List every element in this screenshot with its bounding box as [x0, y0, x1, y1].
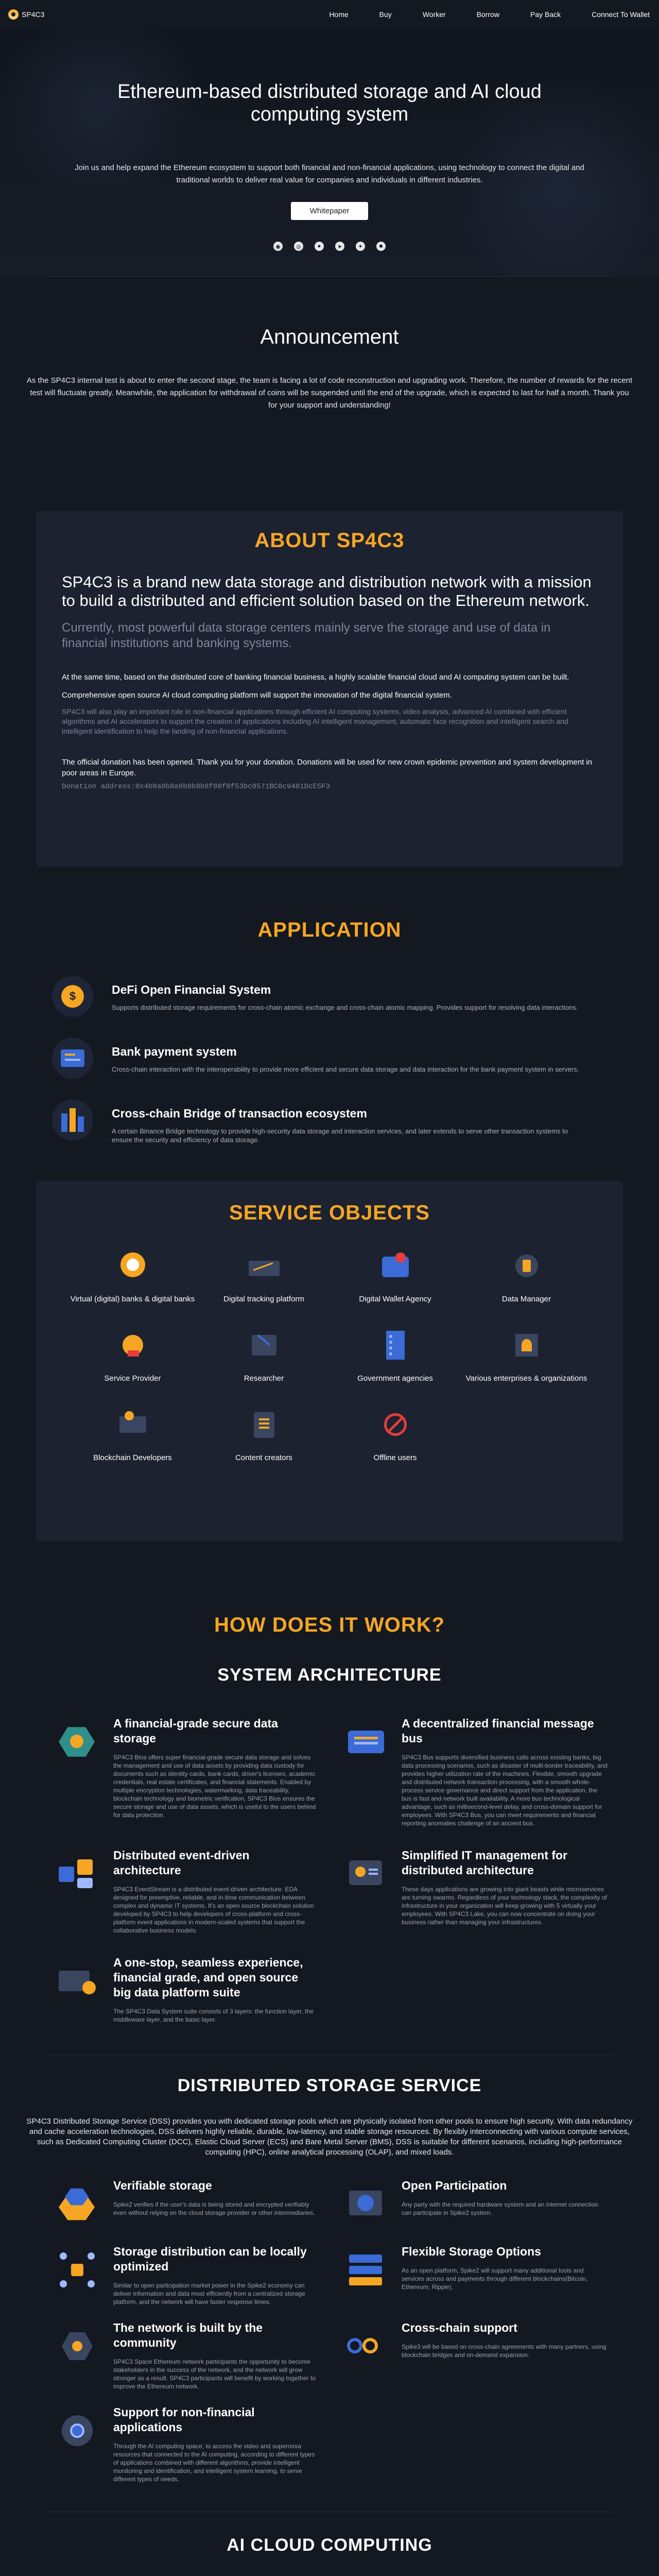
- service-object-label: Digital tracking platform: [223, 1295, 304, 1303]
- application-item-desc: Cross-chain interaction with the interoperability to provide more efficient and secure data storage and data interaction for the bank payment system in servers.: [112, 1065, 579, 1073]
- flexible-options-icon: [340, 2244, 391, 2296]
- verifiable-storage-icon: [51, 2178, 103, 2230]
- storage-feature: [51, 2178, 319, 2230]
- architecture-item-desc: SP4C3 Bus supports diversified business calls across existing banks, big data processing scenarios, such as disaster of multi-border traceability, and provides higher utilization rate of the machines. Flexible, smooth upgrade and distributed network transaction processing, with a smooth whole-process service governance and direct support from the application, the bus is fast and network built availability. A more bus technological advantage, such as millisecond-level delay, and cross-domain support for employees. With SP4C3 Bus, you can meet requirements and financial reporting anomalies challenge of an ancient bus.: [402, 1754, 608, 1827]
- architecture-item-title: Simplified IT management for distributed architecture: [402, 1849, 568, 1877]
- service-provider-icon: [112, 1325, 153, 1366]
- announcement-section: [0, 277, 659, 483]
- defi-coin-icon: $: [49, 973, 96, 1020]
- service-object-label: Government agencies: [357, 1374, 433, 1383]
- discord-icon[interactable]: ◎: [294, 242, 303, 251]
- service-object-label: Various enterprises & organizations: [465, 1374, 587, 1383]
- storage-feature-title: Support for non-financial applications: [113, 2405, 255, 2434]
- storage-feature-title: Cross-chain support: [402, 2321, 517, 2334]
- about-panel: [36, 511, 623, 867]
- data-manager-icon: [506, 1245, 547, 1286]
- architecture-grid: [51, 1716, 608, 2024]
- data-platform-icon: [51, 1955, 103, 2007]
- distributed-storage-intro: SP4C3 Distributed Storage Service (DSS) provides you with dedicated storage pools which are physically isolated from other pools to ensure high security. With data redundancy and cache acceleration technologies, DSS delivers highly reliable, durable, low-latency, and stable storage resources. By flexibly interconnecting with various compute services, such as Dedicated Computing Cluster (DCC), Elastic Cloud Server (ECS) and Bare Metal Server (BMS), DSS is suitable for different scenarios, including high-performance computing (HPC), online analytical processing (OLAP), and mixed loads.: [26, 2117, 633, 2157]
- announcement-title: Announcement: [260, 326, 399, 348]
- how-it-works-title: HOW DOES IT WORK?: [214, 1614, 445, 1636]
- architecture-item: [51, 1716, 319, 1827]
- about-paragraph-2: Comprehensive open source AI cloud computing platform will support the innovation of the digital financial system.: [62, 691, 452, 700]
- architecture-item-title: A one-stop, seamless experience, financial grade, and open source big data platform suite: [113, 1956, 303, 1999]
- service-object-label: Digital Wallet Agency: [359, 1295, 431, 1303]
- distributed-storage-section: [0, 2076, 659, 2483]
- content-creator-icon: [244, 1404, 285, 1445]
- application-title: APPLICATION: [257, 919, 402, 941]
- distributed-storage-grid: [51, 2178, 608, 2483]
- ai-cloud-title: AI CLOUD COMPUTING: [227, 2535, 432, 2555]
- service-object: [461, 1325, 592, 1383]
- nav-buy-link[interactable]: Buy: [379, 10, 392, 19]
- application-item-title: Bank payment system: [112, 1045, 237, 1058]
- architecture-item-desc: SP4C3 EventStream is a distributed event-driven architecture. EDA designed for preemptive, reliable, and in-time communication between complex and dynamic IT systems. It's an open source blockchain solution developed by SP4C3 to help developers of cross-platform and cross-platform event applications in modern-scaled systems that support the collaborative business models.: [113, 1886, 314, 1934]
- offline-users-icon: [375, 1404, 416, 1445]
- nav-borrow-link[interactable]: Borrow: [476, 10, 500, 19]
- nav-home-link[interactable]: Home: [329, 10, 349, 19]
- service-object-label: Virtual (digital) banks & digital banks: [70, 1295, 195, 1303]
- service-objects-title: SERVICE OBJECTS: [229, 1201, 430, 1224]
- application-item-title: Cross-chain Bridge of transaction ecosystem: [112, 1107, 367, 1120]
- service-objects-panel: [36, 1181, 623, 1541]
- service-object: [67, 1245, 198, 1304]
- service-object-label: Blockchain Developers: [93, 1453, 172, 1462]
- secure-storage-icon: [51, 1716, 103, 1768]
- wallet-agency-icon: [375, 1245, 416, 1286]
- storage-feature: [51, 2405, 319, 2483]
- top-navigation: [0, 0, 659, 29]
- service-object: [67, 1325, 198, 1383]
- brand-logo[interactable]: [8, 9, 44, 20]
- event-driven-icon: [51, 1848, 103, 1900]
- hero-description: Join us and help expand the Ethereum ecosystem to support both financial and non-financial applications, using technology to connect the digital and traditional worlds to deliver real value for companies and individuals in different industries.: [75, 163, 584, 184]
- storage-feature: [51, 2244, 319, 2306]
- storage-feature-desc: As an open platform, Spike2 will support many additional tools and services across and payments through different blockchains(Bitcoin, Ethereum, Ripple).: [402, 2267, 588, 2291]
- architecture-item: [51, 1955, 319, 2024]
- storage-feature-desc: SP4C3 Space Ethereum network participants the opportunity to become stakeholders in the success of the network, and the network will grow stronger as a result. SP4C3 participants will benefit by working together to improve the Ethereum network.: [113, 2358, 316, 2390]
- about-paragraph-1: At the same time, based on the distributed core of banking financial business, a highly scalable financial cloud and AI computing system can be built.: [62, 673, 569, 682]
- github-icon[interactable]: ◉: [273, 242, 283, 251]
- architecture-item-desc: These days applications are growing into giant beasts while microservices are turning swarms. Regardless of your technology stack, the complexity of infrastructure in your organization will keep growing with 5 virtually your employees. With SP4C3 Lake, you can now concentrate on doing your business rather than managing your infrastructures.: [402, 1886, 607, 1926]
- architecture-item: [340, 1716, 608, 1827]
- enterprise-icon: [506, 1325, 547, 1366]
- about-subtitle: Currently, most powerful data storage centers mainly serve the storage and use of data in financial institutions and banking systems.: [62, 621, 551, 650]
- twitter-icon[interactable]: ✦: [356, 242, 365, 251]
- optimized-distribution-icon: [51, 2244, 103, 2296]
- storage-feature-title: The network is built by the community: [113, 2321, 263, 2349]
- researcher-icon: [244, 1325, 285, 1366]
- application-item: [49, 973, 610, 1020]
- brand-logo-icon: [8, 9, 19, 20]
- architecture-item-desc: SP4C3 Bios offers super financial-grade secure data storage and solves the management and use of data assets by providing data custody for documents such as identity cards, bank cards, driver's licenses, academic credentials, real estate certificates, and financial statements. Enabled by multiple encryption technologies, watermarking, data traceability, blockchain technology and biometric verification, SP4C3 Bios ensures the secure storage and use of data assets, which is useful to the users behind for data protection.: [113, 1754, 316, 1819]
- non-financial-icon: [51, 2405, 103, 2456]
- government-icon: [375, 1325, 416, 1366]
- storage-feature-desc: Spike2 verifies if the user's data is being stored and encrypted verifiably even without relying on the cloud storage provider or other intermediaries.: [113, 2201, 315, 2216]
- architecture-item: [51, 1848, 319, 1935]
- open-participation-icon: [340, 2178, 391, 2230]
- service-object: [330, 1245, 461, 1304]
- service-object-label: Service Provider: [104, 1374, 161, 1383]
- service-object: [461, 1245, 592, 1304]
- about-lead: SP4C3 is a brand new data storage and distribution network with a mission to build a distributed and efficient solution based on the Ethereum network.: [62, 573, 592, 609]
- whitepaper-button[interactable]: Whitepaper: [291, 202, 369, 220]
- architecture-item-title: A financial-grade secure data storage: [113, 1717, 278, 1745]
- application-section: [0, 867, 659, 1181]
- how-it-works-section: [0, 1614, 659, 2024]
- service-object-label: Data Manager: [501, 1295, 551, 1303]
- application-item-title: DeFi Open Financial System: [112, 983, 271, 996]
- nav-worker-link[interactable]: Worker: [422, 10, 446, 19]
- service-object: [330, 1404, 461, 1463]
- storage-feature-title: Flexible Storage Options: [402, 2245, 541, 2258]
- donation-notice: The official donation has been opened. Thank you for your donation. Donations will be used for new crown epidemic prevention and system development in poor areas in Europe.: [62, 758, 593, 777]
- connect-wallet-button[interactable]: Connect To Wallet: [592, 10, 650, 19]
- identity-management-icon: [340, 1848, 391, 1900]
- storage-feature-title: Open Participation: [402, 2179, 507, 2192]
- telegram-icon[interactable]: ➤: [335, 242, 344, 251]
- hero-section: [0, 29, 659, 276]
- nav-payback-link[interactable]: Pay Back: [530, 10, 561, 19]
- application-item-desc: A certain Binance Bridge technology to provide high-security data storage and interaction services, and later extends to serve other transaction systems to ensure the security and efficiency of data storage.: [112, 1127, 568, 1144]
- service-object-label: Offline users: [373, 1453, 417, 1462]
- about-paragraph-3: SP4C3 will also play an important role in non-financial applications through efficient AI computing systems, video analysis, advanced AI combined with efficient algorithms and AI accelerators to support the creation of applications including AI intelligent management, automatic face recognition and intelligent search and intelligent identification to help the landing of non-financial applications.: [62, 707, 568, 735]
- nav-links: [329, 10, 650, 19]
- distributed-storage-title: DISTRIBUTED STORAGE SERVICE: [177, 2076, 482, 2095]
- cross-chain-icon: [340, 2320, 391, 2372]
- storage-feature: [51, 2320, 319, 2391]
- service-object: [198, 1325, 330, 1383]
- storage-feature-desc: Spike3 will be based on cross-chain agreements with many partners, using blockchain bridges and on-demand expansion.: [402, 2343, 606, 2359]
- service-object-label: Content creators: [235, 1453, 292, 1462]
- blockchain-dev-icon: [112, 1404, 153, 1445]
- storage-feature-title: Verifiable storage: [113, 2179, 212, 2192]
- architecture-item: [340, 1848, 608, 1935]
- bank-payment-icon: [49, 1035, 96, 1082]
- message-bus-icon: [340, 1716, 391, 1768]
- bank-icon: [112, 1245, 153, 1286]
- architecture-item-desc: The SP4C3 Data System suite consists of 3 layers: the function layer, the middleware layer, and the basic layer.: [113, 2008, 314, 2023]
- community-network-icon: [51, 2320, 103, 2372]
- application-item-desc: Supports distributed storage requirements for cross-chain atomic exchange and cross-chain atomic mapping. Provides support for resolving data interactions.: [112, 1004, 578, 1011]
- service-object: [67, 1404, 198, 1463]
- service-object-label: Researcher: [244, 1374, 284, 1383]
- service-objects-grid: [67, 1245, 592, 1463]
- storage-feature-desc: Through the AI computing space, to access the video and supernova resources that connected to the AI computing, according to different types of applications combined with different algorithms, provide intelligent monitoring and identification, and intelligent system learning, to serve different types of needs.: [113, 2443, 315, 2483]
- system-architecture-title: SYSTEM ARCHITECTURE: [217, 1665, 442, 1685]
- about-title: ABOUT SP4C3: [254, 529, 405, 552]
- medium-icon[interactable]: ●: [315, 242, 324, 251]
- announcement-text: As the SP4C3 internal test is about to enter the second stage, the team is facing a lot of code reconstruction and upgrading work. Therefore, the number of rewards for the recent test will fluctuate greatly. Meanwhile, the application for withdrawal of coins will be suspended until the end of the upgrade, which is expected to last for half a month. Thank you for your support and understanding!: [26, 376, 633, 410]
- storage-feature: [340, 2178, 608, 2230]
- application-item: [49, 1035, 610, 1082]
- ai-cloud-section: [0, 2535, 659, 2576]
- hero-title: Ethereum-based distributed storage and AI cloud computing system: [117, 81, 542, 125]
- linkedin-icon[interactable]: ■: [376, 242, 386, 251]
- application-item: [49, 1096, 610, 1144]
- tracking-platform-icon: [244, 1245, 285, 1286]
- bridge-ecosystem-icon: [49, 1096, 96, 1144]
- storage-feature-desc: Similar to open participation market power in the Spike2 economy can deliver information and data most efficiently from a centralized storage platform, and the network will have faster response times.: [113, 2282, 305, 2306]
- storage-feature-desc: Any party with the required hardware system and an internet connection can participate in Spike2 system.: [402, 2201, 599, 2216]
- donation-address[interactable]: Donation address:0x4b8a8b8a8b8b8b8f00f0f53bc0571BC0c9481DcE5F3: [62, 783, 330, 791]
- architecture-item-title: Distributed event-driven architecture: [113, 1849, 250, 1877]
- service-object: [198, 1245, 330, 1304]
- storage-feature: [340, 2244, 608, 2306]
- service-object: [198, 1404, 330, 1463]
- social-links: [0, 242, 659, 251]
- storage-feature-title: Storage distribution can be locally optimized: [113, 2245, 307, 2273]
- architecture-item-title: A decentralized financial message bus: [402, 1717, 594, 1745]
- brand-name: SP4C3: [22, 10, 45, 19]
- service-object: [330, 1325, 461, 1383]
- storage-feature: [340, 2320, 608, 2391]
